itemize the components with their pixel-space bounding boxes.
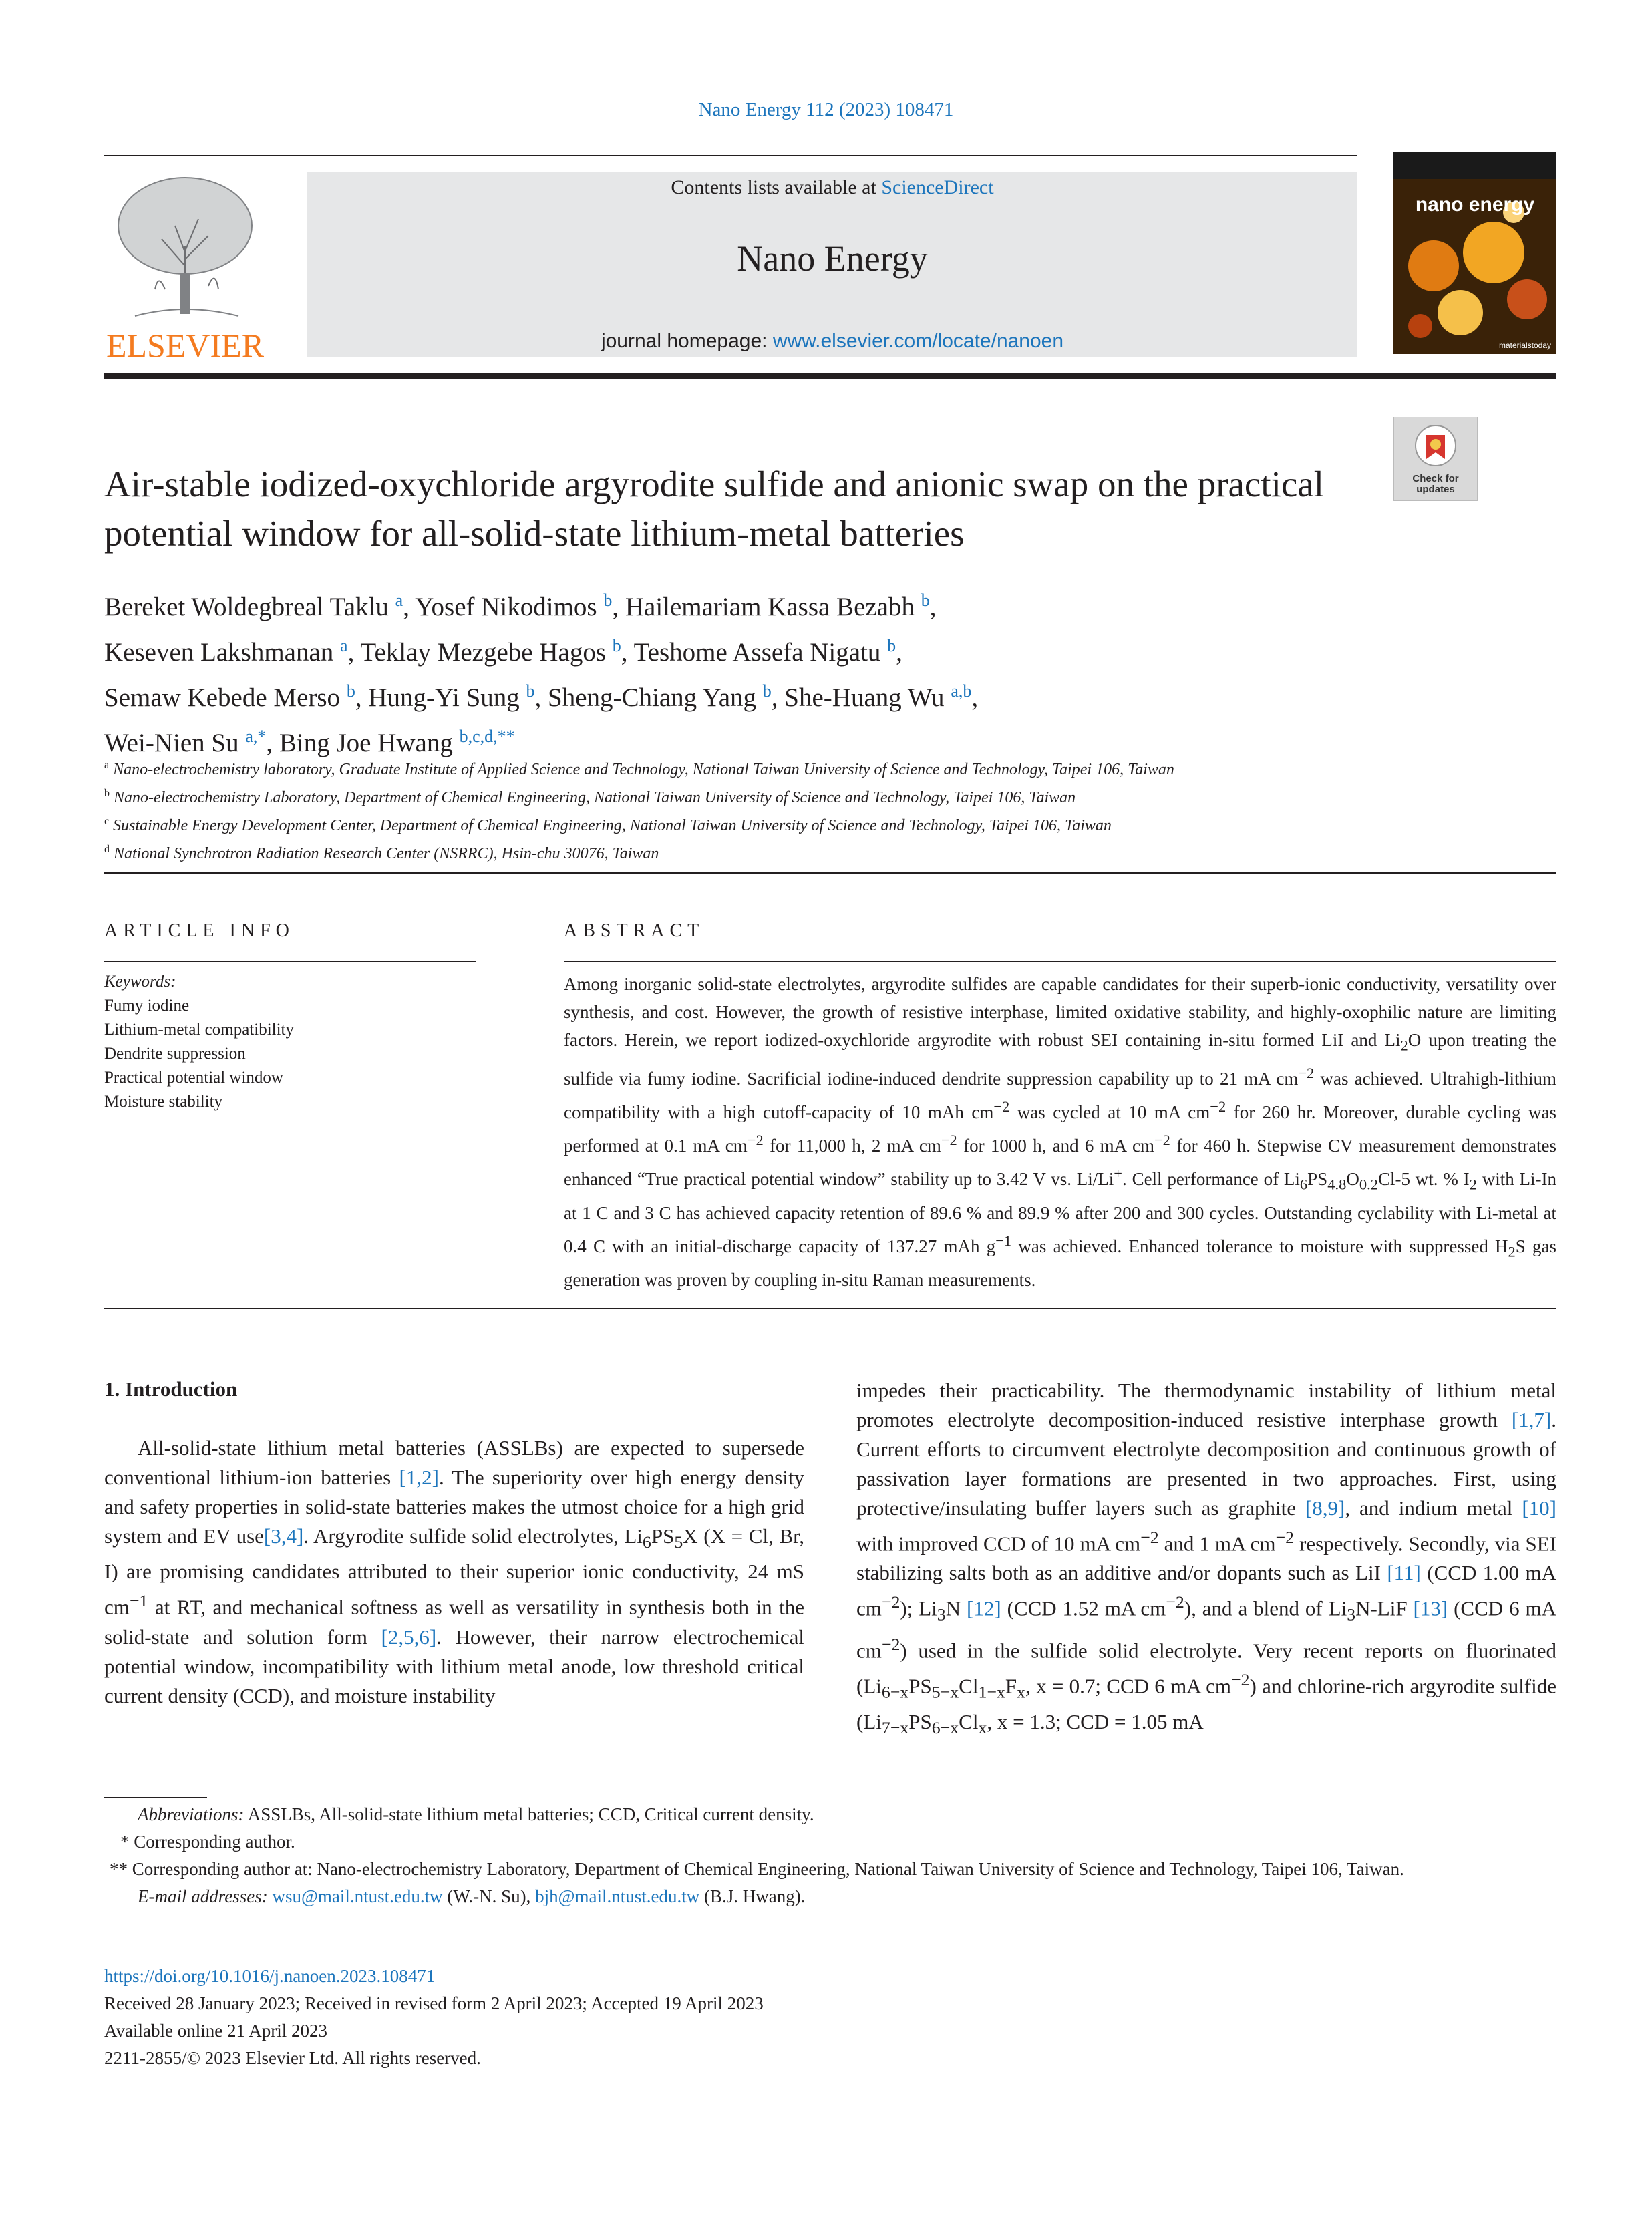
- intro-left-column: All-solid-state lithium metal batteries (ASSLBs) are expected to supersede conventional lithium-ion batteries [1,2]. The superiority over high energy density and safety properties in solid-state batteries makes the utmost choice for a high grid system and EV use[3,4]. Argyrodite sulfide solid electrolytes, $Li_6PS_5X$ (X = Cl, Br, I) are promising candidates attributed to their superior ionic conductivity, 24 mS $cm^{-1}$ at RT, and mechanical softness as well as versatility in synthesis both in the solid-state and solution form [2,5,6]. However, their narrow electrochemical potential window, incompatibility with lithium metal anode, low threshold critical current density (CCD), and moisture instability: [104, 1436, 804, 1707]
- affiliation-d: $^d$ National Synchrotron Radiation Research Center (NSRRC), Hsin-chu 30076, Taiwan: [104, 844, 659, 862]
- author[interactable]: Keseven Lakshmanan $^a$: [104, 636, 348, 667]
- section-rule: [104, 872, 1556, 874]
- citation-link[interactable]: [3,4]: [263, 1524, 304, 1548]
- journal-cover-image[interactable]: [1393, 152, 1556, 354]
- author[interactable]: Teshome Assefa Nigatu $^b$: [633, 636, 896, 667]
- cover-footer: materialstoday: [1498, 341, 1551, 350]
- author[interactable]: Semaw Kebede Merso $^b$: [104, 681, 355, 712]
- corresponding-author-address-footnote: ** Corresponding author at: Nano-electrochemistry Laboratory, Department of Chemical Engineering, National Taiwan University of Science and Technology, Taipei 106, Taiwan.: [110, 1859, 1404, 1879]
- footnotes: [104, 1801, 1556, 1910]
- article-info-heading: ARTICLE INFO: [104, 920, 295, 941]
- journal-name: Nano Energy: [737, 238, 928, 279]
- affiliations: [104, 753, 1556, 866]
- citation-link[interactable]: [13]: [1413, 1596, 1448, 1621]
- online-date: Available online 21 April 2023: [104, 2021, 327, 2041]
- check-updates-label: Check for updates: [1412, 473, 1459, 495]
- author[interactable]: Wei-Nien Su $^{a,*}$: [104, 727, 267, 757]
- elsevier-logo[interactable]: [102, 172, 269, 363]
- journal-masthead: [307, 172, 1357, 357]
- keyword: Practical potential window: [104, 1069, 283, 1087]
- email-link[interactable]: wsu@mail.ntust.edu.tw: [272, 1886, 443, 1906]
- top-rule: [104, 155, 1357, 156]
- citation-link[interactable]: [12]: [967, 1596, 1001, 1621]
- keyword: Moisture stability: [104, 1093, 223, 1111]
- keywords-block: [104, 970, 476, 1114]
- contents-prefix: Contents lists available at: [671, 176, 882, 198]
- affiliation-b: $^b$ Nano-electrochemistry Laboratory, Department of Chemical Engineering, National Taiwan University of Science and Technology, Taipei 106, Taiwan: [104, 788, 1076, 806]
- article-info-rule: [104, 961, 476, 962]
- corresponding-author-footnote: * Corresponding author.: [120, 1832, 295, 1852]
- abstract-rule: [564, 961, 1556, 962]
- author[interactable]: Bereket Woldegbreal Taklu $^a$: [104, 590, 403, 621]
- abstract-heading: ABSTRACT: [564, 920, 705, 941]
- keyword: Fumy iodine: [104, 997, 190, 1015]
- tree-logo-icon: [108, 172, 262, 326]
- keyword: Lithium-metal compatibility: [104, 1021, 294, 1039]
- citation-link[interactable]: [2,5,6]: [381, 1625, 437, 1649]
- keywords-label: Keywords:: [104, 973, 176, 991]
- homepage-link[interactable]: www.elsevier.com/locate/nanoen: [772, 330, 1064, 352]
- abstract-end-rule: [104, 1308, 1556, 1309]
- contents-line: [307, 176, 1357, 199]
- sciencedirect-link[interactable]: ScienceDirect: [881, 176, 994, 198]
- citation-link[interactable]: [8,9]: [1305, 1496, 1345, 1520]
- cover-art-icon: [1393, 152, 1556, 354]
- header-thick-rule: [104, 373, 1556, 379]
- homepage-line: [307, 330, 1357, 353]
- doi-link[interactable]: https://doi.org/10.1016/j.nanoen.2023.108471: [104, 1966, 436, 1986]
- publication-info: [104, 1963, 1556, 2072]
- article-title: Air-stable iodized-oxychloride argyrodite sulfide and anionic swap on the practical potential window for all-solid-state lithium-metal batteries: [104, 464, 1325, 554]
- received-dates: Received 28 January 2023; Received in revised form 2 April 2023; Accepted 19 April 2023: [104, 1993, 764, 2013]
- journal-reference[interactable]: Nano Energy 112 (2023) 108471: [698, 99, 954, 120]
- update-badge-icon: [1394, 420, 1477, 474]
- author[interactable]: Hung-Yi Sung $^b$: [368, 681, 535, 712]
- citation-link[interactable]: [10]: [1522, 1496, 1556, 1520]
- homepage-prefix: journal homepage:: [601, 330, 773, 352]
- citation-link[interactable]: [11]: [1387, 1561, 1421, 1585]
- citation-link[interactable]: [1,7]: [1511, 1408, 1552, 1431]
- intro-right-column: impedes their practicability. The thermodynamic instability of lithium metal promotes electrolyte decomposition-induced resistive interphase growth [1,7]. Current efforts to circumvent electrolyte decomposition and continuous growth of passivation layer formations are presented in two approaches. First, using protective/insulating buffer layers such as graphite [8,9], and indium metal [10] with improved CCD of 10 mA $cm^{-2}$ and 1 mA $cm^{-2}$ respectively. Secondly, via SEI stabilizing salts both as an additive and/or dopants such as LiI [11] (CCD 1.00 mA $cm^{-2}$); $Li_3N$ [12] (CCD 1.52 mA $cm^{-2}$), and a blend of $Li_3N$-LiF [13] (CCD 6 mA $cm^{-2}$) used in the sulfide solid electrolyte. Very recent reports on fluorinated ($Li_{6-x}PS_{5-x}Cl_{1-x}F_x$, x = 0.7; CCD 6 mA $cm^{-2}$) and chlorine-rich argyrodite sulfide ($Li_{7-x}PS_{6-x}Cl_x$, x = 1.3; CCD = 1.05 mA: [856, 1379, 1557, 1737]
- copyright: 2211-2855/© 2023 Elsevier Ltd. All rights reserved.: [104, 2048, 481, 2068]
- email-footnote: E-mail addresses: wsu@mail.ntust.edu.tw (W.-N. Su), bjh@mail.ntust.edu.tw (B.J. Hwang).: [138, 1886, 806, 1906]
- abbreviations-footnote: Abbreviations: ASSLBs, All-solid-state lithium metal batteries; CCD, Critical current density.: [138, 1804, 814, 1824]
- author[interactable]: Sheng-Chiang Yang $^b$: [548, 681, 772, 712]
- affiliation-c: $^c$ Sustainable Energy Development Center, Department of Chemical Engineering, National Taiwan University of Science and Technology, Taipei 106, Taiwan: [104, 816, 1112, 834]
- elsevier-wordmark: ELSEVIER: [106, 327, 265, 364]
- cover-title: nano energy: [1415, 194, 1535, 216]
- keyword: Dendrite suppression: [104, 1045, 246, 1063]
- email-link[interactable]: bjh@mail.ntust.edu.tw: [535, 1886, 700, 1906]
- author[interactable]: Yosef Nikodimos $^b$: [415, 590, 613, 621]
- author[interactable]: Teklay Mezgebe Hagos $^b$: [360, 636, 621, 667]
- check-for-updates-button[interactable]: [1393, 417, 1478, 501]
- citation-link[interactable]: [1,2]: [399, 1466, 439, 1489]
- footnote-rule: [104, 1797, 207, 1798]
- author-list: Bereket Woldegbreal Taklu $^a$, Yosef Nikodimos $^b$, Hailemariam Kassa Bezabh $^b$, Keseven Lakshmanan $^a$, Teklay Mezgebe Hagos $^b$, Teshome Assefa Nigatu $^b$, Semaw Kebede Merso $^b$, Hung-Yi Sung $^b$, Sheng-Chiang Yang $^b$, She-Huang Wu $^{a,b}$, Wei-Nien Su $^{a,*}$, Bing Joe Hwang $^{b,c,d,**}$: [104, 590, 979, 757]
- abstract-text: Among inorganic solid-state electrolytes, argyrodite sulfides are capable candidates for their superb-ionic conductivity, versatility over synthesis, and cost. However, the growth of resistive interphase, limited oxidative stability, and highly-oxophilic nature are limiting factors. Herein, we report iodized-oxychloride argyrodite with robust SEI containing in-situ formed LiI and $Li_2O$ upon treating the sulfide via fumy iodine. Sacrificial iodine-induced dendrite suppression capability up to 21 mA $cm^{-2}$ was achieved. Ultrahigh-lithium compatibility with a high cutoff-capacity of 10 mAh $cm^{-2}$ was cycled at 10 mA $cm^{-2}$ for 260 hr. Moreover, durable cycling was performed at 0.1 mA $cm^{-2}$ for 11,000 h, 2 mA $cm^{-2}$ for 1000 h, and 6 mA $cm^{-2}$ for 460 h. Stepwise CV measurement demonstrates enhanced “True practical potential window” stability up to 3.42 V vs. Li/Li+. Cell performance of $Li_6PS_{4.8}O_{0.2}Cl-5$ wt. % $I_2$ with Li-In at 1 C and 3 C has achieved capacity retention of 89.6 % and 89.9 % after 200 and 300 cycles. Outstanding cyclability with Li-metal at 0.4 C with an initial-discharge capacity of 137.27 mAh $g^{-1}$ was achieved. Enhanced tolerance to moisture with suppressed $H_2S$ gas generation was proven by coupling in-situ Raman measurements.: [564, 974, 1556, 1291]
- author[interactable]: Bing Joe Hwang $^{b,c,d,**}$: [279, 727, 515, 757]
- introduction-heading: 1. Introduction: [104, 1377, 238, 1401]
- affiliation-a: $^a$ Nano-electrochemistry laboratory, Graduate Institute of Applied Science and Technology, National Taiwan University of Science and Technology, Taipei 106, Taiwan: [104, 759, 1174, 778]
- author[interactable]: She-Huang Wu $^{a,b}$: [784, 681, 972, 712]
- author[interactable]: Hailemariam Kassa Bezabh $^b$: [625, 590, 930, 621]
